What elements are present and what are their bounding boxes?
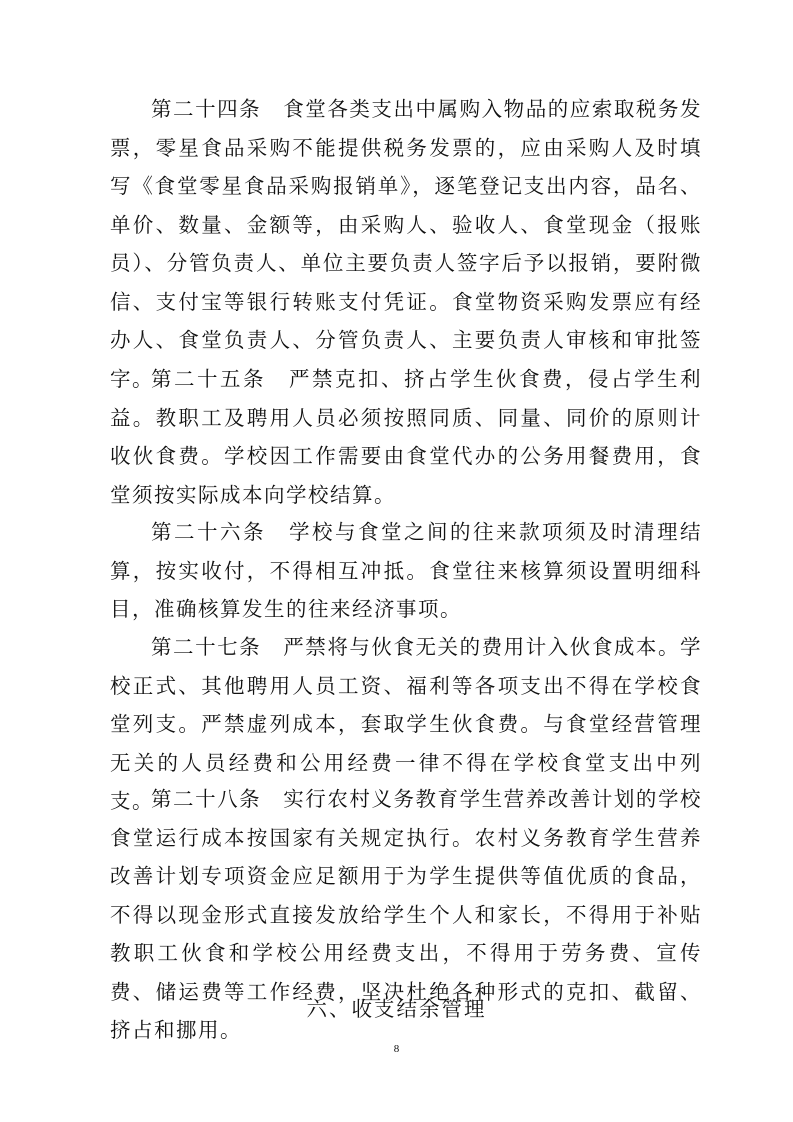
article-24-paragraph: 第二十四条 食堂各类支出中属购入物品的应索取税务发票，零星食品采购不能提供税务发票的，应由采购人及时填写《食堂零星食品采购报销单》，逐笔登记支出内容，品名、单价、数量、金额等，由采购人、验收人、食堂现金（报账员）、分管负责人、单位主要负责人签字后予以报销，要附微信、支付宝等银行转账支付凭证。食堂物资采购发票应有经办人、食堂负责人、分管负责人、主要负责人审核和审批签字。	[110, 97, 702, 391]
article-25-paragraph: 第二十五条 严禁克扣、挤占学生伙食费，侵占学生利益。教职工及聘用人员必须按照同质、同量、同价的原则计收伙食费。学校因工作需要由食堂代办的公务用餐费用，食堂须按实际成本向学校结算。	[110, 367, 702, 507]
article-28-paragraph: 第二十八条 实行农村义务教育学生营养改善计划的学校食堂运行成本按国家有关规定执行。农村义务教育学生营养改善计划专项资金应足额用于为学生提供等值优质的食品，不得以现金形式直接发放给学生个人和家长，不得用于补贴教职工伙食和学校公用经费支出，不得用于劳务费、宣传费、储运费等工作经费，坚决杜绝各种形式的克扣、截留、挤占和挪用。	[110, 787, 702, 1042]
article-26-paragraph: 第二十六条 学校与食堂之间的往来款项须及时清理结算，按实收付，不得相互冲抵。食堂往来核算须设置明细科目，准确核算发生的往来经济事项。	[110, 520, 702, 621]
section-heading: 六、收支结余管理	[306, 997, 487, 1021]
page-number: 8	[393, 1043, 400, 1055]
article-27-paragraph: 第二十七条 严禁将与伙食无关的费用计入伙食成本。学校正式、其他聘用人员工资、福利等各项支出不得在学校食堂列支。严禁虚列成本，套取学生伙食费。与食堂经营管理无关的人员经费和公用经费一律不得在学校食堂支出中列支。	[110, 635, 702, 813]
